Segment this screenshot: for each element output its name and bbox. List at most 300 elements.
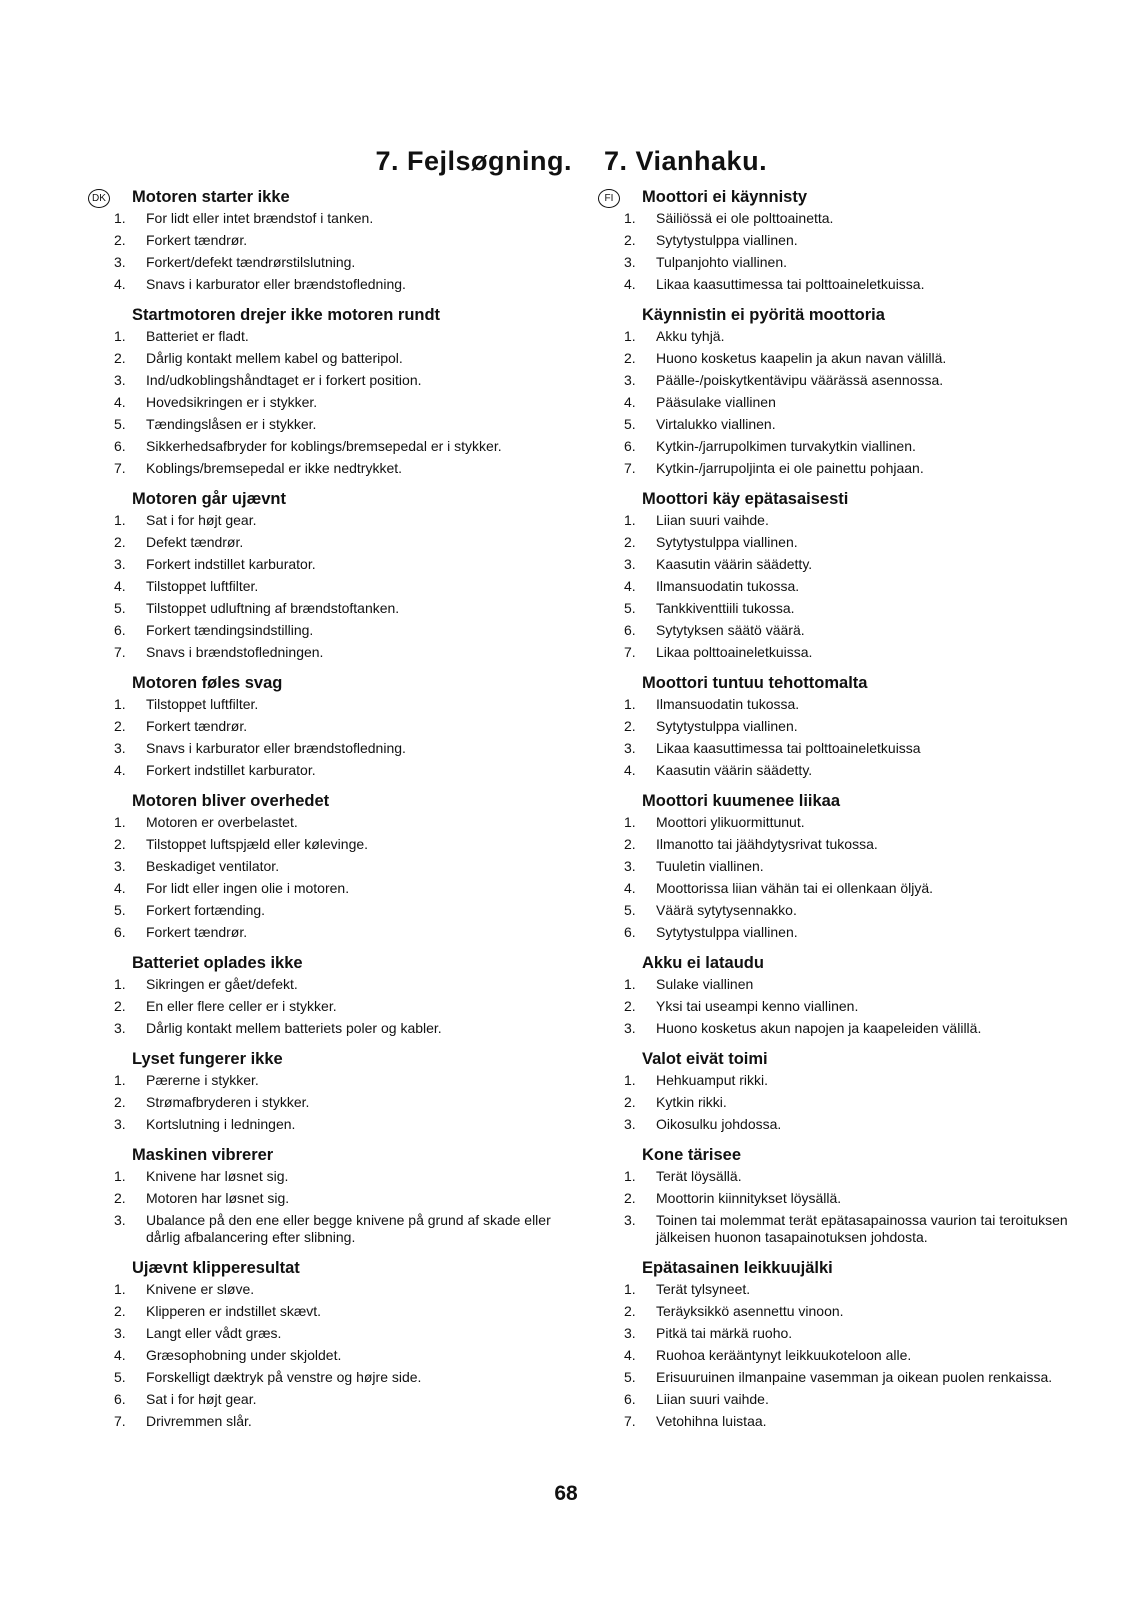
item-text: Moottorissa liian vähän tai ei ollenkaan öljyä.: [656, 880, 934, 896]
item-number: 4.: [114, 1347, 126, 1363]
section-heading: Moottori ei käynnisty: [642, 188, 808, 206]
section-heading: Kone tärisee: [642, 1146, 742, 1164]
list-item: [110, 438, 572, 455]
item-number: 2.: [624, 1094, 636, 1110]
item-number: 3.: [114, 372, 126, 388]
section-heading: Valot eivät toimi: [642, 1050, 768, 1068]
section-heading: Ujævnt klipperesultat: [132, 1259, 300, 1277]
item-text: Teräyksikkö asennettu vinoon.: [656, 1303, 844, 1319]
item-number: 6.: [114, 924, 126, 940]
item-number: 3.: [114, 254, 126, 270]
item-number: 2.: [114, 998, 126, 1014]
list-item: [620, 600, 1095, 617]
item-text: Kytkin rikki.: [656, 1094, 727, 1110]
item-number: 5.: [114, 416, 126, 432]
list-item: [620, 762, 1095, 779]
list-item: [110, 578, 572, 595]
item-text: Virtalukko viallinen.: [656, 416, 776, 432]
item-text: Sytytystulppa viallinen.: [656, 924, 798, 940]
item-number: 3.: [624, 740, 636, 756]
item-number: 3.: [114, 1325, 126, 1341]
list-item: [110, 1303, 572, 1320]
item-number: 2.: [624, 718, 636, 734]
item-number: 5.: [114, 600, 126, 616]
cause-list: [620, 976, 1095, 1037]
item-text: Dårlig kontakt mellem kabel og batteripol.: [146, 350, 403, 366]
item-text: Ind/udkoblingshåndtaget er i forkert position.: [146, 372, 422, 388]
list-item: [110, 696, 572, 713]
item-number: 1.: [114, 210, 126, 226]
item-text: Erisuuruinen ilmanpaine vasemman ja oikean puolen renkaissa.: [656, 1369, 1053, 1385]
item-text: Snavs i brændstofledningen.: [146, 644, 324, 660]
list-item: [110, 328, 572, 345]
item-number: 3.: [624, 1116, 636, 1132]
cause-list: [620, 1281, 1095, 1430]
list-item: [620, 902, 1095, 919]
list-item: [620, 1072, 1095, 1089]
section-heading: Moottori käy epätasaisesti: [642, 490, 849, 508]
item-text: Snavs i karburator eller brændstofledning.: [146, 740, 406, 756]
item-text: Säiliössä ei ole polttoainetta.: [656, 210, 834, 226]
list-item: [620, 998, 1095, 1015]
item-number: 2.: [624, 232, 636, 248]
item-number: 5.: [624, 416, 636, 432]
item-text: Kaasutin väärin säädetty.: [656, 762, 813, 778]
language-badge-icon: DK: [88, 189, 110, 208]
item-text: Motoren har løsnet sig.: [146, 1190, 290, 1206]
item-text: En eller flere celler er i stykker.: [146, 998, 337, 1014]
item-text: Yksi tai useampi kenno viallinen.: [656, 998, 859, 1014]
list-item: [620, 836, 1095, 853]
item-number: 1.: [624, 696, 636, 712]
list-item: [110, 1347, 572, 1364]
item-text: Likaa kaasuttimessa tai polttoaineletkuissa: [656, 740, 921, 756]
list-item: [620, 534, 1095, 551]
item-number: 6.: [624, 1391, 636, 1407]
item-text: Sikkerhedsafbryder for koblings/bremsepedal er i stykker.: [146, 438, 502, 454]
item-text: Batteriet er fladt.: [146, 328, 249, 344]
item-text: Sytytystulppa viallinen.: [656, 232, 798, 248]
item-text: Kortslutning i ledningen.: [146, 1116, 296, 1132]
list-item: [110, 644, 572, 661]
list-item: [620, 1391, 1095, 1408]
section-heading: Motoren føles svag: [132, 674, 283, 692]
list-item: [110, 460, 572, 477]
list-item: [110, 210, 572, 227]
list-item: [110, 998, 572, 1015]
list-item: [110, 1413, 572, 1430]
cause-list: [620, 1072, 1095, 1133]
item-number: 3.: [624, 254, 636, 270]
item-text: Pærerne i stykker.: [146, 1072, 259, 1088]
item-number: 7.: [624, 460, 636, 476]
item-text: Kytkin-/jarrupoljinta ei ole painettu pohjaan.: [656, 460, 924, 476]
trouble-section: [620, 1259, 1095, 1430]
item-text: Motoren er overbelastet.: [146, 814, 298, 830]
item-text: Knivene er sløve.: [146, 1281, 255, 1297]
cause-list: [620, 328, 1095, 477]
trouble-section: [620, 674, 1095, 779]
list-item: [110, 512, 572, 529]
cause-list: [620, 696, 1095, 779]
list-item: [110, 1369, 572, 1386]
item-text: For lidt eller intet brændstof i tanken.: [146, 210, 374, 226]
trouble-section: [110, 1146, 572, 1246]
list-item: [620, 578, 1095, 595]
item-number: 2.: [624, 836, 636, 852]
cause-list: [110, 814, 572, 941]
list-item: [620, 556, 1095, 573]
item-text: Dårlig kontakt mellem batteriets poler og kabler.: [146, 1020, 442, 1036]
item-number: 1.: [114, 328, 126, 344]
trouble-section: [604, 188, 1095, 293]
item-number: 1.: [114, 512, 126, 528]
item-number: 6.: [114, 438, 126, 454]
section-heading: Moottori tuntuu tehottomalta: [642, 674, 868, 692]
list-item: [110, 1116, 572, 1133]
item-text: Likaa kaasuttimessa tai polttoaineletkuissa.: [656, 276, 925, 292]
item-text: Liian suuri vaihde.: [656, 512, 769, 528]
trouble-section: [110, 1259, 572, 1430]
item-number: 2.: [114, 232, 126, 248]
item-text: Tankkiventtiili tukossa.: [656, 600, 795, 616]
list-item: [620, 696, 1095, 713]
list-item: [110, 902, 572, 919]
item-text: Pitkä tai märkä ruoho.: [656, 1325, 793, 1341]
list-item: [110, 1281, 572, 1298]
item-number: 6.: [624, 622, 636, 638]
section-heading: Käynnistin ei pyöritä moottoria: [642, 306, 885, 324]
cause-list: [110, 512, 572, 661]
section-heading: Motoren bliver overhedet: [132, 792, 330, 810]
item-text: Tilstoppet luftfilter.: [146, 696, 259, 712]
item-text: Hehkuamput rikki.: [656, 1072, 769, 1088]
trouble-section: [620, 1050, 1095, 1133]
list-item: [110, 416, 572, 433]
list-item: [110, 880, 572, 897]
list-item: [110, 350, 572, 367]
cause-list: [620, 814, 1095, 941]
list-item: [110, 1168, 572, 1185]
item-text: Moottori ylikuormittunut.: [656, 814, 805, 830]
item-number: 7.: [114, 460, 126, 476]
item-number: 6.: [114, 622, 126, 638]
item-text: Sikringen er gået/defekt.: [146, 976, 298, 992]
item-number: 2.: [114, 836, 126, 852]
item-number: 4.: [114, 276, 126, 292]
item-number: 2.: [114, 718, 126, 734]
section-heading: Epätasainen leikkuujälki: [642, 1259, 833, 1277]
page-number: 68: [554, 1482, 578, 1505]
cause-list: [620, 210, 1095, 293]
list-item: [110, 534, 572, 551]
item-text: Ilmanotto tai jäähdytysrivat tukossa.: [656, 836, 878, 852]
section-heading: Akku ei lataudu: [642, 954, 764, 972]
item-text: Tulpanjohto viallinen.: [656, 254, 788, 270]
item-number: 4.: [114, 762, 126, 778]
item-number: 2.: [624, 1190, 636, 1206]
list-item: [620, 232, 1095, 249]
list-item: [620, 210, 1095, 227]
item-text: Oikosulku johdossa.: [656, 1116, 782, 1132]
item-text: Toinen tai molemmat terät epätasapainossa vaurion tai teroituksen jälkeisen huonon tasapainotuksen johdosta.: [656, 1212, 1068, 1245]
list-item: [110, 1020, 572, 1037]
list-item: [620, 976, 1095, 993]
item-number: 2.: [624, 350, 636, 366]
item-text: Beskadiget ventilator.: [146, 858, 280, 874]
item-number: 1.: [624, 976, 636, 992]
section-heading: Lyset fungerer ikke: [132, 1050, 283, 1068]
list-item: [620, 394, 1095, 411]
item-number: 6.: [624, 438, 636, 454]
item-text: Pääsulake viallinen: [656, 394, 776, 410]
list-item: [110, 924, 572, 941]
list-item: [110, 1212, 572, 1246]
item-number: 7.: [114, 644, 126, 660]
item-text: Päälle-/poiskytkentävipu väärässä asennossa.: [656, 372, 944, 388]
trouble-section: [110, 306, 572, 477]
item-number: 1.: [624, 1072, 636, 1088]
item-number: 3.: [114, 1212, 126, 1228]
item-text: Terät löysällä.: [656, 1168, 742, 1184]
trouble-section: [110, 674, 572, 779]
item-text: Forkert indstillet karburator.: [146, 762, 316, 778]
item-number: 1.: [624, 328, 636, 344]
trouble-section: [620, 792, 1095, 941]
item-number: 3.: [624, 1325, 636, 1341]
item-number: 1.: [624, 814, 636, 830]
list-item: [110, 836, 572, 853]
trouble-section: [110, 1050, 572, 1133]
item-text: Klipperen er indstillet skævt.: [146, 1303, 322, 1319]
list-item: [110, 976, 572, 993]
item-number: 3.: [114, 556, 126, 572]
item-number: 4.: [624, 276, 636, 292]
item-number: 7.: [624, 644, 636, 660]
item-number: 4.: [114, 394, 126, 410]
trouble-section: [110, 792, 572, 941]
item-number: 1.: [114, 1072, 126, 1088]
section-heading: Moottori kuumenee liikaa: [642, 792, 841, 810]
list-item: [110, 232, 572, 249]
list-item: [110, 622, 572, 639]
list-item: [620, 416, 1095, 433]
list-item: [620, 512, 1095, 529]
item-text: Koblings/bremsepedal er ikke nedtrykket.: [146, 460, 403, 476]
item-text: Kaasutin väärin säädetty.: [656, 556, 813, 572]
trouble-section: [110, 954, 572, 1037]
item-text: Huono kosketus akun napojen ja kaapeleiden välillä.: [656, 1020, 982, 1036]
cause-list: [110, 210, 572, 293]
cause-list: [110, 976, 572, 1037]
item-number: 7.: [624, 1413, 636, 1429]
item-number: 3.: [114, 1116, 126, 1132]
item-number: 3.: [624, 372, 636, 388]
section-heading: Maskinen vibrerer: [132, 1146, 274, 1164]
item-text: Forkert tændrør.: [146, 718, 248, 734]
list-item: [620, 328, 1095, 345]
list-item: [620, 1325, 1095, 1342]
list-item: [620, 1347, 1095, 1364]
item-text: Ilmansuodatin tukossa.: [656, 696, 800, 712]
cause-list: [110, 1281, 572, 1430]
section-heading: Batteriet oplades ikke: [132, 954, 303, 972]
item-number: 6.: [114, 1391, 126, 1407]
list-item: [110, 718, 572, 735]
trouble-section: [92, 188, 572, 293]
language-badge-icon: FI: [598, 189, 620, 208]
item-number: 2.: [624, 534, 636, 550]
item-text: Forkert indstillet karburator.: [146, 556, 316, 572]
item-text: Drivremmen slår.: [146, 1413, 252, 1429]
list-item: [620, 1094, 1095, 1111]
item-number: 1.: [624, 512, 636, 528]
item-number: 3.: [114, 858, 126, 874]
item-number: 3.: [114, 740, 126, 756]
item-number: 4.: [624, 880, 636, 896]
item-number: 1.: [624, 210, 636, 226]
list-item: [620, 814, 1095, 831]
item-number: 5.: [114, 902, 126, 918]
item-text: Vetohihna luistaa.: [656, 1413, 767, 1429]
item-text: Hovedsikringen er i stykker.: [146, 394, 318, 410]
finnish-column: [604, 188, 1095, 1443]
list-item: [620, 276, 1095, 293]
item-number: 2.: [114, 1190, 126, 1206]
list-item: [620, 858, 1095, 875]
list-item: [110, 1391, 572, 1408]
item-number: 5.: [624, 1369, 636, 1385]
item-text: Snavs i karburator eller brændstofledning.: [146, 276, 406, 292]
trouble-section: [620, 1146, 1095, 1246]
item-text: Sytytystulppa viallinen.: [656, 718, 798, 734]
list-item: [620, 1020, 1095, 1037]
list-item: [620, 1168, 1095, 1185]
list-item: [110, 254, 572, 271]
danish-column: [92, 188, 572, 1443]
item-text: For lidt eller ingen olie i motoren.: [146, 880, 350, 896]
item-number: 5.: [624, 600, 636, 616]
list-item: [110, 276, 572, 293]
list-item: [620, 254, 1095, 271]
item-number: 1.: [624, 1168, 636, 1184]
cause-list: [620, 1168, 1095, 1246]
item-number: 7.: [114, 1413, 126, 1429]
item-number: 3.: [624, 1212, 636, 1228]
item-number: 2.: [114, 1303, 126, 1319]
list-item: [620, 1369, 1095, 1386]
item-text: Forkert tændingsindstilling.: [146, 622, 314, 638]
item-number: 6.: [624, 924, 636, 940]
item-text: Sat i for højt gear.: [146, 512, 257, 528]
item-text: Ubalance på den ene eller begge knivene på grund af skade eller dårlig afbalancering efter slibning.: [146, 1212, 551, 1245]
list-item: [620, 1212, 1095, 1246]
list-item: [110, 556, 572, 573]
item-number: 1.: [624, 1281, 636, 1297]
item-text: Ilmansuodatin tukossa.: [656, 578, 800, 594]
list-item: [110, 600, 572, 617]
item-number: 1.: [114, 814, 126, 830]
item-text: Sulake viallinen: [656, 976, 754, 992]
list-item: [620, 924, 1095, 941]
item-text: Langt eller vådt græs.: [146, 1325, 282, 1341]
item-text: Huono kosketus kaapelin ja akun navan välillä.: [656, 350, 947, 366]
trouble-section: [620, 306, 1095, 477]
item-text: Forkert/defekt tændrørstilslutning.: [146, 254, 356, 270]
item-number: 1.: [114, 1168, 126, 1184]
cause-list: [110, 328, 572, 477]
page-title-finnish: 7. Vianhaku.: [604, 146, 768, 176]
list-item: [620, 1116, 1095, 1133]
item-text: Väärä sytytysennakko.: [656, 902, 797, 918]
list-item: [110, 762, 572, 779]
item-text: Tuuletin viallinen.: [656, 858, 764, 874]
item-text: Strømafbryderen i stykker.: [146, 1094, 310, 1110]
cause-list: [110, 1072, 572, 1133]
item-text: Sytytystulppa viallinen.: [656, 534, 798, 550]
item-number: 4.: [624, 762, 636, 778]
item-text: Forskelligt dæktryk på venstre og højre side.: [146, 1369, 422, 1385]
list-item: [110, 394, 572, 411]
list-item: [110, 372, 572, 389]
trouble-section: [620, 954, 1095, 1037]
item-text: Terät tylsyneet.: [656, 1281, 751, 1297]
item-number: 3.: [624, 858, 636, 874]
section-heading: Motoren starter ikke: [132, 188, 290, 206]
item-number: 1.: [114, 976, 126, 992]
list-item: [620, 718, 1095, 735]
list-item: [620, 1190, 1095, 1207]
item-text: Forkert tændrør.: [146, 232, 248, 248]
list-item: [620, 622, 1095, 639]
list-item: [110, 1094, 572, 1111]
item-number: 5.: [624, 902, 636, 918]
list-item: [620, 372, 1095, 389]
item-number: 4.: [624, 578, 636, 594]
item-number: 1.: [114, 1281, 126, 1297]
item-number: 2.: [114, 350, 126, 366]
item-number: 4.: [114, 880, 126, 896]
item-text: Ruohoa kerääntynyt leikkuukoteloon alle.: [656, 1347, 912, 1363]
list-item: [620, 460, 1095, 477]
item-text: Tilstoppet luftfilter.: [146, 578, 259, 594]
item-text: Tilstoppet luftspjæld eller kølevinge.: [146, 836, 369, 852]
list-item: [620, 644, 1095, 661]
item-text: Akku tyhjä.: [656, 328, 725, 344]
item-text: Sat i for højt gear.: [146, 1391, 257, 1407]
item-text: Likaa polttoaineletkuissa.: [656, 644, 813, 660]
list-item: [110, 740, 572, 757]
trouble-section: [620, 490, 1095, 661]
cause-list: [620, 512, 1095, 661]
list-item: [110, 858, 572, 875]
page-title-danish: 7. Fejlsøgning.: [375, 146, 572, 176]
item-number: 3.: [114, 1020, 126, 1036]
list-item: [620, 880, 1095, 897]
item-text: Forkert fortænding.: [146, 902, 266, 918]
item-text: Sytytyksen säätö väärä.: [656, 622, 805, 638]
item-text: Knivene har løsnet sig.: [146, 1168, 289, 1184]
list-item: [620, 438, 1095, 455]
list-item: [620, 1281, 1095, 1298]
item-number: 4.: [114, 578, 126, 594]
item-text: Græsophobning under skjoldet.: [146, 1347, 342, 1363]
list-item: [110, 1190, 572, 1207]
item-text: Tilstoppet udluftning af brændstoftanken.: [146, 600, 400, 616]
list-item: [620, 1413, 1095, 1430]
item-text: Defekt tændrør.: [146, 534, 244, 550]
item-number: 3.: [624, 556, 636, 572]
